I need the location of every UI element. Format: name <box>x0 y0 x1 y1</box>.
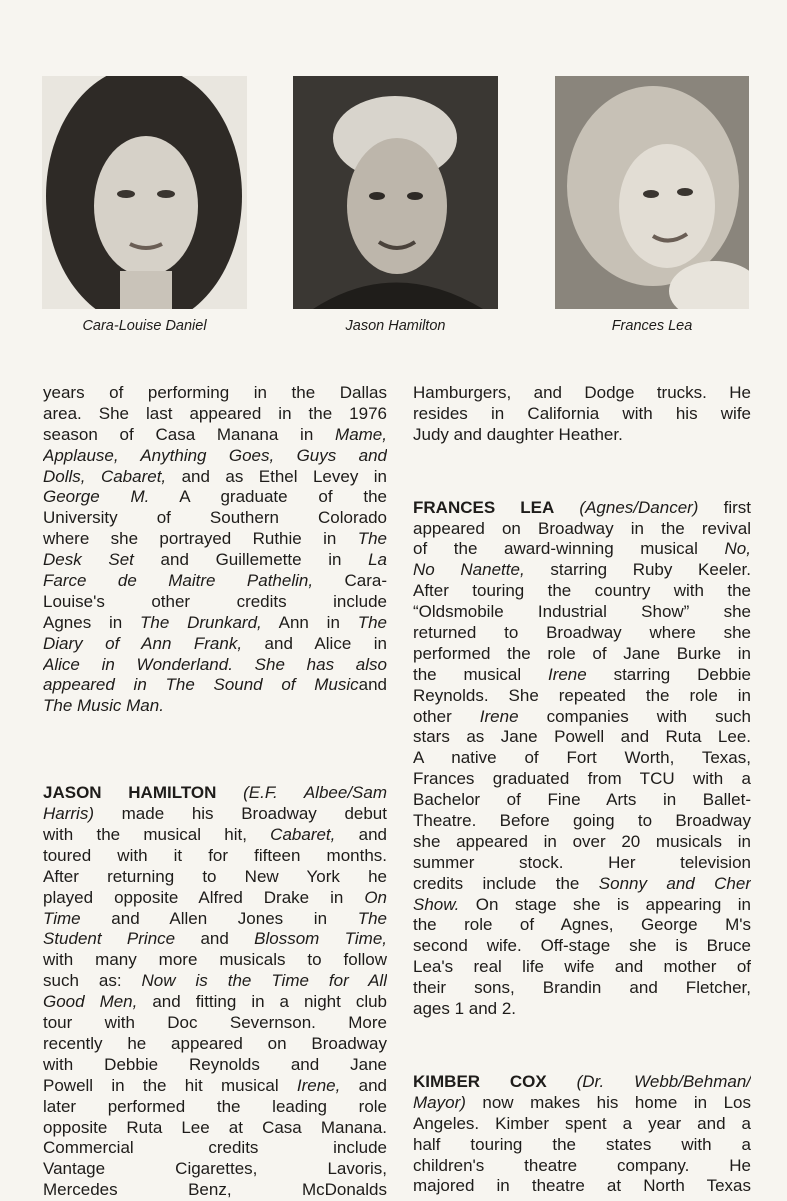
text: On stage she is appearing in <box>459 894 751 914</box>
text: University of Southern Colorado <box>43 508 387 528</box>
text: Reynolds. She repeated the role in <box>413 685 751 705</box>
text-line <box>413 581 751 602</box>
text-line <box>43 1097 387 1118</box>
bio-role: (E.F. Albee/Sam <box>243 783 387 803</box>
text-line <box>413 748 751 769</box>
title-italic: Student Prince <box>43 929 176 949</box>
text: summer stock. Her television <box>413 852 751 872</box>
caption-frances-lea: Frances Lea <box>611 318 693 334</box>
title-italic: The <box>357 908 387 928</box>
text-line <box>413 936 751 957</box>
text: ages 1 and 2. <box>413 999 517 1019</box>
title-italic: Mame, <box>335 424 387 444</box>
bio-role: Mayor) <box>413 1092 466 1112</box>
text-line <box>43 571 387 592</box>
text-line <box>413 957 751 978</box>
text-line <box>413 874 751 895</box>
text: Judy and daughter Heather. <box>413 424 623 444</box>
text: played opposite Alfred Drake in <box>43 887 365 907</box>
text: half touring the states with a <box>413 1134 751 1154</box>
text-line <box>413 853 751 874</box>
text: credits include the <box>413 873 599 893</box>
text: second wife. Off-stage she is Bruce <box>413 936 751 956</box>
text-line <box>43 634 387 655</box>
text-line <box>43 1118 387 1139</box>
text: recently he appeared on Broadway <box>43 1033 387 1053</box>
text-line <box>43 467 387 488</box>
text: and <box>358 675 387 695</box>
text-line <box>413 769 751 790</box>
text-line <box>413 1093 751 1114</box>
photo-jason-hamilton <box>293 76 498 309</box>
text: she appeared in over 20 musicals in <box>413 831 751 851</box>
text: now makes his home in Los <box>465 1092 751 1112</box>
title-italic: George M. <box>43 487 150 507</box>
bio-role: (Agnes/Dancer) <box>579 497 699 517</box>
text-line <box>43 1180 387 1201</box>
text: other <box>413 706 480 726</box>
right-column <box>413 383 751 1197</box>
title-italic: Farce de Maitre Pathelin, <box>43 571 314 591</box>
text: area. She last appeared in the 1976 <box>43 403 387 423</box>
text-line <box>43 655 387 676</box>
text: tour with Doc Severnson. More <box>43 1013 387 1033</box>
text: where she portrayed Ruthie in <box>43 529 358 549</box>
text: resides in California with his wife <box>413 403 751 423</box>
text-line <box>413 560 751 581</box>
text: made his Broadway debut <box>94 804 387 824</box>
text-line <box>43 804 387 825</box>
title-italic: Diary of Ann Frank, <box>43 633 243 653</box>
title-italic: Irene <box>547 664 587 684</box>
text: Ann in <box>261 612 358 632</box>
photo-cara-louise-daniel <box>42 76 247 309</box>
text-line <box>413 895 751 916</box>
title-italic: Alice in Wonderland. She has also <box>43 654 387 674</box>
bio-role: (Dr. Webb/Behman/ <box>576 1071 751 1091</box>
text: with Debbie Reynolds and Jane <box>43 1054 387 1074</box>
text-line <box>413 686 751 707</box>
text: their sons, Brandin and Fletcher, <box>413 978 751 998</box>
title-italic: Sonny and Cher <box>598 873 751 893</box>
title-italic: Good Men, <box>43 992 138 1012</box>
text: Angeles. Kimber spent a year and a <box>413 1113 751 1133</box>
text: years of performing in the Dallas <box>43 383 387 402</box>
text-line <box>43 825 387 846</box>
text-line <box>43 971 387 992</box>
title-italic: The Drunkard, <box>140 612 262 632</box>
text-line <box>413 915 751 936</box>
text: Bachelor of Fine Arts in Ballet- <box>413 790 751 810</box>
text-line <box>43 592 387 613</box>
text: and <box>335 825 387 845</box>
title-italic: No Nanette, <box>413 560 525 580</box>
text: and <box>340 1075 387 1095</box>
text-line <box>43 783 387 804</box>
text-line <box>413 1176 751 1197</box>
text: and as Ethel Levey in <box>166 466 387 486</box>
title-italic: Time <box>43 908 81 928</box>
text-line <box>43 1013 387 1034</box>
text-line <box>413 978 751 999</box>
title-italic: The <box>357 529 387 549</box>
text-line <box>413 727 751 748</box>
text-line <box>413 383 751 404</box>
text-line <box>413 1135 751 1156</box>
text-line <box>43 888 387 909</box>
title-italic: appeared in The Sound of Music <box>43 675 359 695</box>
bio-role: Harris) <box>43 804 94 824</box>
text: children's theatre company. He <box>413 1155 751 1175</box>
text: opposite Ruta Lee at Casa Manana. <box>43 1117 387 1137</box>
text: After returning to New York he <box>43 866 387 886</box>
text-line <box>413 707 751 728</box>
text: Theatre. Before going to Broadway <box>413 811 751 831</box>
text: starring Ruby Keeler. <box>524 560 751 580</box>
text: Lea's real life wife and mother of <box>413 957 751 977</box>
text-line <box>43 909 387 930</box>
text: and Guillemette in <box>133 550 369 570</box>
text-line <box>413 602 751 623</box>
title-italic: On <box>364 887 387 907</box>
text-line <box>413 519 751 540</box>
paragraph-gap <box>43 717 387 783</box>
bio-name-jason-hamilton: JASON HAMILTON <box>43 783 217 803</box>
text: majored in theatre at North Texas <box>413 1176 751 1196</box>
text-line <box>43 1034 387 1055</box>
text: Powell in the hit musical <box>43 1075 297 1095</box>
caption-jason-hamilton: Jason Hamilton <box>345 318 446 334</box>
text: Commercial credits include <box>43 1138 387 1158</box>
text-line <box>413 644 751 665</box>
title-italic: Dolls, Cabaret, <box>43 466 167 486</box>
text: Louise's other credits include <box>43 591 387 611</box>
text-line <box>413 811 751 832</box>
text-line <box>413 539 751 560</box>
text: with many more musicals to follow <box>43 950 387 970</box>
text: stars as Jane Powell and Ruta Lee. <box>413 727 751 747</box>
text: the musical <box>413 664 548 684</box>
text: season of Casa Manana in <box>43 424 336 444</box>
text: starring Debbie <box>586 664 751 684</box>
text: After touring the country with the <box>413 581 751 601</box>
text: Mercedes Benz, McDonalds <box>43 1180 387 1200</box>
title-italic: Now is the Time for All <box>141 971 387 991</box>
text-line <box>413 425 751 446</box>
text-line <box>413 1114 751 1135</box>
title-italic: Cabaret, <box>270 825 336 845</box>
text: toured with it for fifteen months. <box>43 845 387 865</box>
text-line <box>43 446 387 467</box>
text-line <box>43 867 387 888</box>
text-line <box>413 999 751 1020</box>
text-line <box>43 846 387 867</box>
text: Agnes in <box>43 612 141 632</box>
text: A graduate of the <box>149 487 387 507</box>
text-line <box>43 1138 387 1159</box>
text-line <box>413 790 751 811</box>
text-line <box>413 498 751 519</box>
text: and Alice in <box>242 633 387 653</box>
title-italic: Applause, Anything Goes, Guys and <box>43 445 387 465</box>
text-line <box>43 1159 387 1180</box>
text-line <box>43 1076 387 1097</box>
paragraph-gap <box>413 1020 751 1072</box>
bio-name-kimber-cox: KIMBER COX <box>413 1071 547 1091</box>
text-line <box>43 487 387 508</box>
left-column <box>43 383 387 1201</box>
paragraph-gap <box>413 446 751 498</box>
text-line <box>413 665 751 686</box>
title-italic: The <box>357 612 387 632</box>
text: such as: <box>43 971 142 991</box>
text: “Oldsmobile Industrial Show” she <box>413 602 751 622</box>
text-line <box>43 675 387 696</box>
text: of the award-winning musical <box>413 539 725 559</box>
text-line <box>43 508 387 529</box>
text-line <box>43 950 387 971</box>
text: later performed the leading role <box>43 1096 387 1116</box>
bio-name-frances-lea: FRANCES LEA <box>413 497 555 517</box>
text: returned to Broadway where she <box>413 623 751 643</box>
text-line <box>43 1055 387 1076</box>
text-line <box>413 404 751 425</box>
text: the role of Agnes, George M's <box>413 915 751 935</box>
title-italic: No, <box>724 539 751 559</box>
text: and fitting in a night club <box>137 992 387 1012</box>
text: performed the role of Jane Burke in <box>413 643 751 663</box>
text-line <box>413 1156 751 1177</box>
text-line <box>413 832 751 853</box>
photo-frances-lea <box>555 76 749 309</box>
title-italic: Blossom Time, <box>254 929 387 949</box>
text: Vantage Cigarettes, Lavoris, <box>43 1159 387 1179</box>
text-line <box>43 696 387 717</box>
text-line <box>43 404 387 425</box>
title-italic: La <box>368 550 387 570</box>
title-italic: Irene <box>479 706 519 726</box>
text: and Allen Jones in <box>80 908 358 928</box>
text-line <box>43 529 387 550</box>
title-italic: Show. <box>413 894 460 914</box>
text-line <box>413 1072 751 1093</box>
text-line <box>43 425 387 446</box>
text: Hamburgers, and Dodge trucks. He <box>413 383 751 402</box>
text-line <box>413 623 751 644</box>
text: appeared on Broadway in the revival <box>413 518 751 538</box>
text-line <box>43 550 387 571</box>
text-line <box>43 383 387 404</box>
title-italic: The Music Man. <box>43 696 164 716</box>
title-italic: Irene, <box>296 1075 341 1095</box>
text: first <box>698 497 751 517</box>
text: and <box>175 929 255 949</box>
text-line <box>43 929 387 950</box>
text: companies with such <box>518 706 751 726</box>
text: Cara- <box>313 571 387 591</box>
text: Frances graduated from TCU with a <box>413 769 751 789</box>
caption-cara-louise-daniel: Cara-Louise Daniel <box>82 318 207 334</box>
text-line <box>43 613 387 634</box>
text-line <box>43 992 387 1013</box>
title-italic: Desk Set <box>43 550 134 570</box>
text: A native of Fort Worth, Texas, <box>413 748 751 768</box>
text: with the musical hit, <box>43 825 271 845</box>
